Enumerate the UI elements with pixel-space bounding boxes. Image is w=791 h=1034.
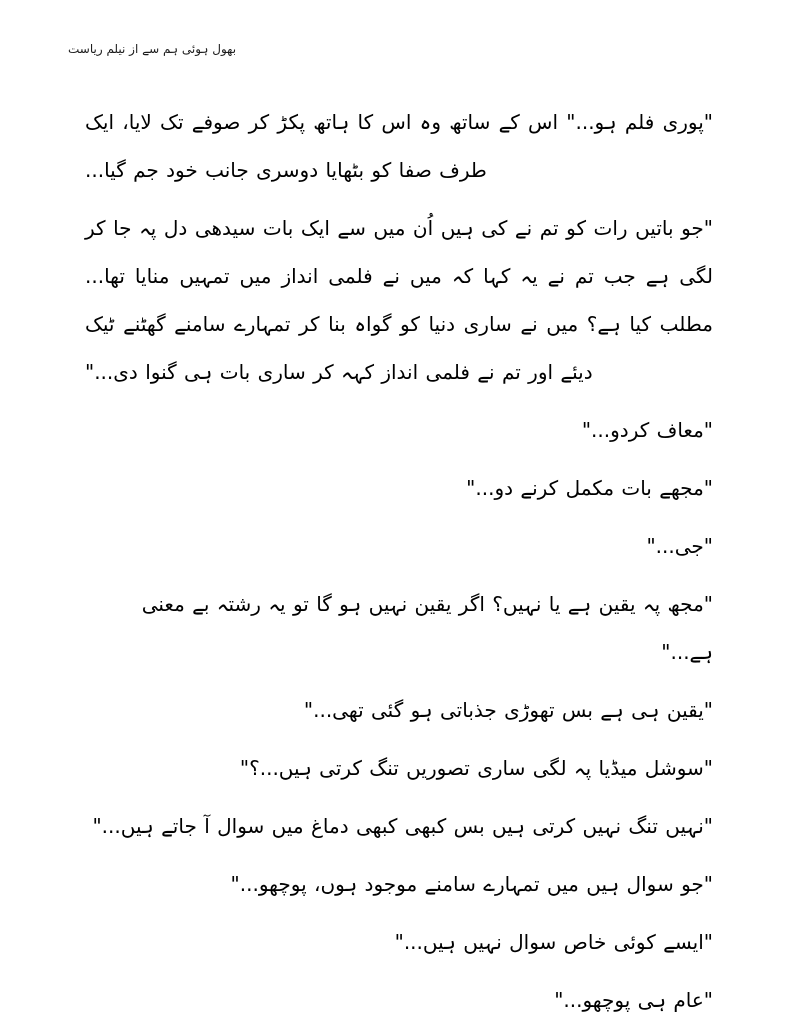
dialogue-line: "نہیں تنگ نہیں کرتی ہیں بس کبھی کبھی دماغ میں سوال آ جاتے ہیں..."	[92, 814, 713, 838]
dialogue-line: "ایسے کوئی خاص سوال نہیں ہیں..."	[394, 930, 713, 954]
dialogue-line: "یقین ہی ہے بس تھوڑی جذباتی ہو گئی تھی..."	[303, 698, 713, 722]
dialogue-line: "مجھ پہ یقین ہے یا نہیں؟ اگر یقین نہیں ہو گا تو یہ رشتہ بے معنی ہے..."	[141, 592, 713, 664]
dialogue-line: "جو سوال ہیں میں تمہارے سامنے موجود ہوں، پوچھو..."	[230, 872, 713, 896]
dialogue-line: "سوشل میڈیا پہ لگی ساری تصوریں تنگ کرتی ہیں...؟"	[239, 756, 713, 780]
page-content	[85, 98, 713, 1034]
narration-paragraph: "پوری فلم ہو..." اس کے ساتھ وہ اس کا ہاتھ پکڑ کر صوفے تک لایا، ایک طرف صفا کو بٹھایا دوسری جانب خود جم گیا...	[85, 110, 713, 182]
dialogue-line: "جی..."	[646, 534, 713, 558]
narration-paragraph: "جو باتیں رات کو تم نے کی ہیں اُن میں سے ایک بات سیدھی دل پہ جا کر لگی ہے جب تم نے یہ کہا کہ میں نے فلمی انداز میں تمہیں منایا تھا... مطلب کیا ہے؟ میں نے ساری دنیا کو گواہ بنا کر تمہارے سامنے گھٹنے ٹیک دیئے اور تم نے فلمی انداز کہہ کر ساری بات ہی گنوا دی..."	[85, 216, 713, 384]
dialogue-line: "عام ہی پوچھو..."	[554, 988, 713, 1012]
dialogue-line: "معاف کردو..."	[581, 418, 713, 442]
dialogue-line: "مجھے بات مکمل کرنے دو..."	[466, 476, 713, 500]
running-header-title: بھول ہوئی ہم سے از نیلم ریاست	[68, 42, 237, 56]
